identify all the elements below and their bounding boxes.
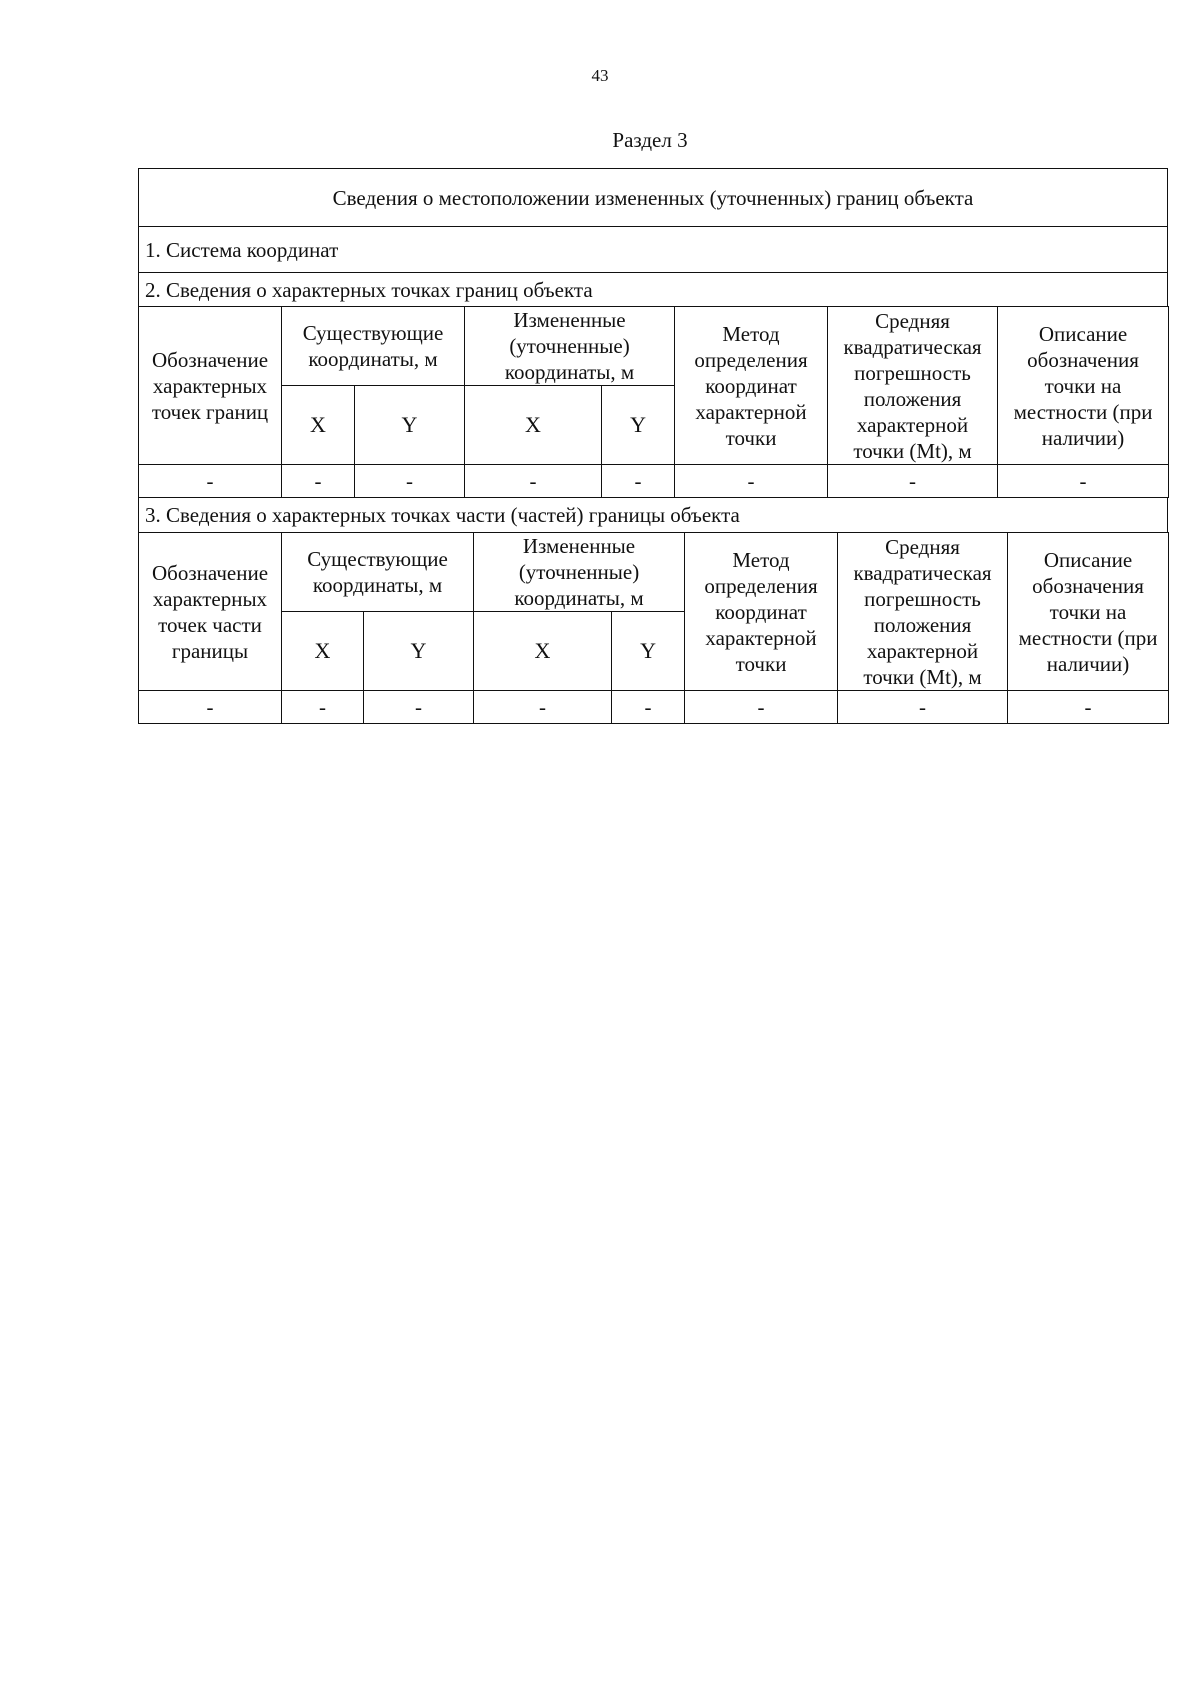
part3-existing-y: Y bbox=[364, 612, 474, 691]
table-cell: - bbox=[675, 465, 828, 498]
part3-table bbox=[138, 532, 1169, 724]
part3-col-existing: Существующие координаты, м bbox=[282, 533, 474, 612]
part2-table bbox=[138, 306, 1169, 498]
part3-col-changed: Измененные (уточненные) координаты, м bbox=[474, 533, 685, 612]
table-cell: - bbox=[139, 691, 282, 724]
table-cell: - bbox=[685, 691, 838, 724]
part2-heading: 2. Сведения о характерных точках границ объекта bbox=[138, 272, 1168, 306]
part3-col-description: Описание обозначения точки на местности (при наличии) bbox=[1008, 533, 1169, 691]
table-cell: - bbox=[1008, 691, 1169, 724]
part2-col-existing: Существующие координаты, м bbox=[282, 307, 465, 386]
table-cell: - bbox=[602, 465, 675, 498]
table-cell: - bbox=[355, 465, 465, 498]
table-cell: - bbox=[282, 691, 364, 724]
table-cell: - bbox=[612, 691, 685, 724]
part2-col-method: Метод определения координат характерной точки bbox=[675, 307, 828, 465]
part3-col-designation: Обозначение характерных точек части границы bbox=[139, 533, 282, 691]
page-number: 43 bbox=[591, 66, 609, 85]
table-cell: - bbox=[474, 691, 612, 724]
table-row bbox=[139, 691, 1169, 724]
part2-changed-x: X bbox=[465, 386, 602, 465]
part2-existing-x: X bbox=[282, 386, 355, 465]
boundary-info-table bbox=[138, 168, 1168, 724]
part3-col-error: Средняя квадратическая погрешность положения характерной точки (Mt), м bbox=[838, 533, 1008, 691]
table-cell: - bbox=[139, 465, 282, 498]
part2-col-changed: Измененные (уточненные) координаты, м bbox=[465, 307, 675, 386]
coordinate-system-row: 1. Система координат bbox=[138, 226, 1168, 272]
part2-col-description: Описание обозначения точки на местности (при наличии) bbox=[998, 307, 1169, 465]
part3-existing-x: X bbox=[282, 612, 364, 691]
table-cell: - bbox=[282, 465, 355, 498]
section-title: Раздел 3 bbox=[612, 128, 688, 152]
table-title: Сведения о местоположении измененных (уточненных) границ объекта bbox=[138, 168, 1168, 226]
part2-col-designation: Обозначение характерных точек границ bbox=[139, 307, 282, 465]
part2-col-error: Средняя квадратическая погрешность положения характерной точки (Mt), м bbox=[828, 307, 998, 465]
table-cell: - bbox=[465, 465, 602, 498]
part3-heading: 3. Сведения о характерных точках части (частей) границы объекта bbox=[138, 498, 1168, 532]
part3-col-method: Метод определения координат характерной точки bbox=[685, 533, 838, 691]
part3-changed-x: X bbox=[474, 612, 612, 691]
table-cell: - bbox=[838, 691, 1008, 724]
table-row bbox=[139, 465, 1169, 498]
part2-existing-y: Y bbox=[355, 386, 465, 465]
table-cell: - bbox=[998, 465, 1169, 498]
part2-changed-y: Y bbox=[602, 386, 675, 465]
part3-changed-y: Y bbox=[612, 612, 685, 691]
table-cell: - bbox=[828, 465, 998, 498]
table-cell: - bbox=[364, 691, 474, 724]
